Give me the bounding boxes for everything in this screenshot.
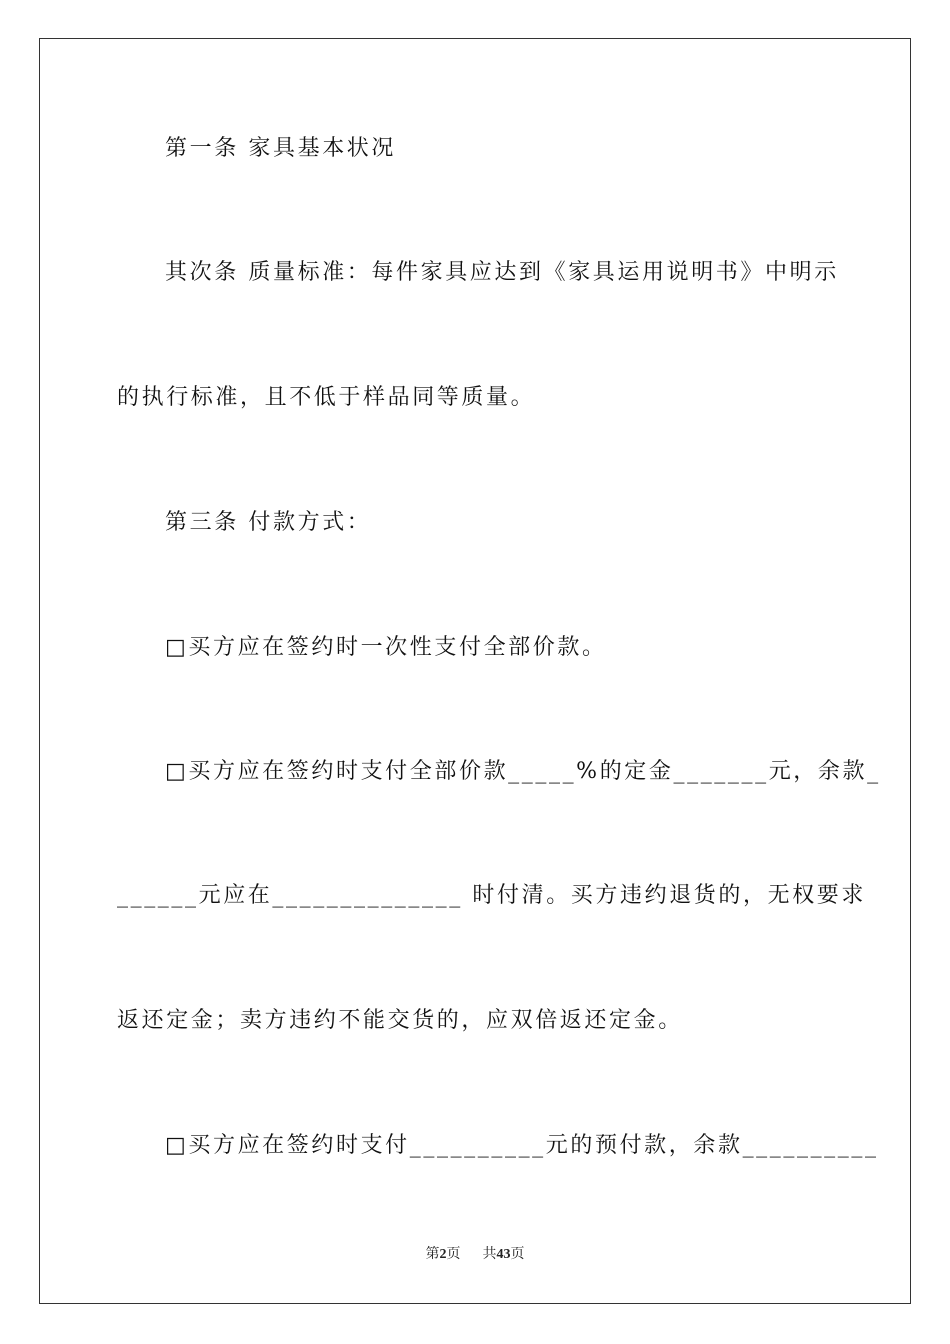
article-1-heading: 第一条 家具基本状况 [165,136,396,161]
article-2-line-2: 的执行标准，且不低于样品同等质量。 [117,385,536,410]
total-prefix: 共 [482,1247,497,1262]
article-3-heading: 第三条 付款方式： [165,510,372,535]
payment-option-2-line-2: ______元应在______________ 时付清。买方违约退货的，无权要求 [117,883,866,908]
payment-option-2-line-3: 返还定金；卖方违约不能交货的，应双倍返还定金。 [117,1008,683,1033]
payment-option-1: □买方应在签约时一次性支付全部价款。 [165,635,607,660]
page-footer [0,1246,950,1264]
page-border [39,38,911,1304]
page-prefix: 第 [425,1247,440,1262]
payment-option-2-line-1: □买方应在签约时支付全部价款_____%的定金_______元，余款_ [165,759,881,784]
total-suffix: 页 [510,1247,525,1262]
page-suffix: 页 [446,1247,461,1262]
payment-option-3-line-1: □买方应在签约时支付__________元的预付款，余款__________ [165,1133,879,1158]
article-2-line-1: 其次条 质量标准：每件家具应达到《家具运用说明书》中明示 [165,260,839,285]
total-pages: 43 [496,1247,511,1262]
page-number: 2 [439,1247,447,1262]
